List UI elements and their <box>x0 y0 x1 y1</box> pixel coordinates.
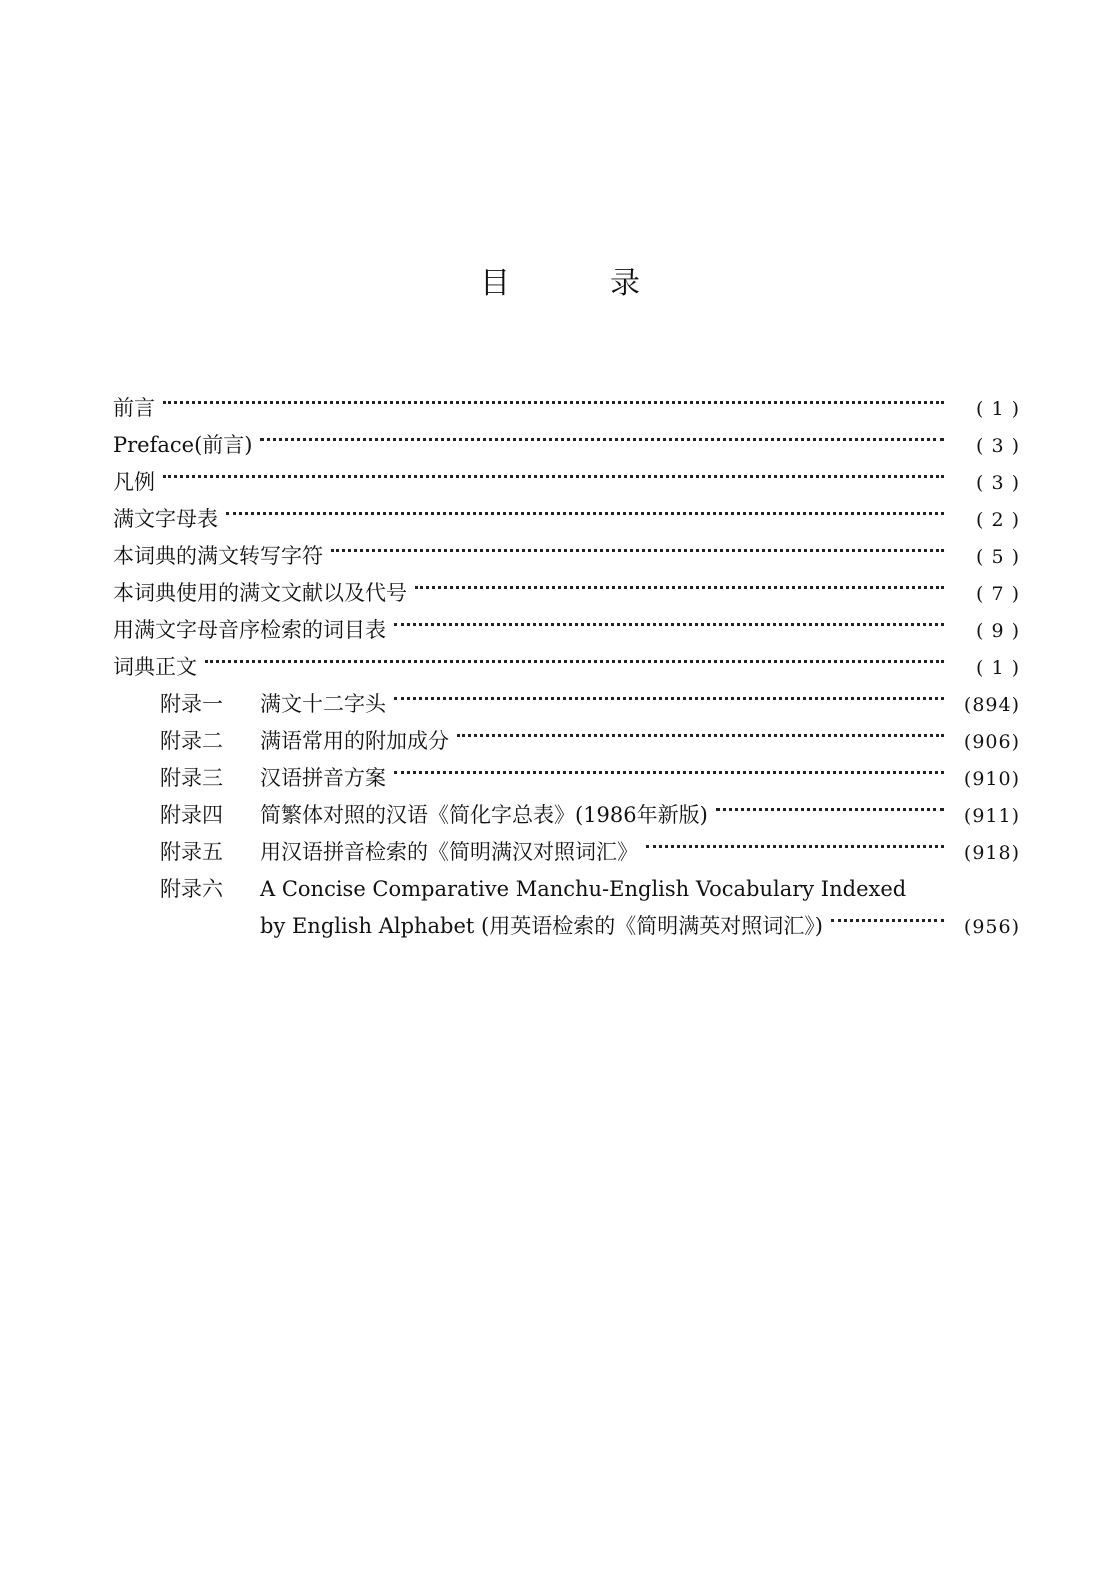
toc-entry-label: 本词典使用的满文文献以及代号 <box>113 581 407 605</box>
appendix-prefix: 附录四 <box>160 803 223 827</box>
toc-entry-preface[interactable] <box>113 430 1020 460</box>
appendix-page: (911) <box>963 805 1020 827</box>
toc-entry-label: 词典正文 <box>113 655 197 679</box>
leader-dots <box>163 475 944 478</box>
appendix-prefix: 附录六 <box>160 877 223 901</box>
toc-entry-guide[interactable] <box>113 467 1020 497</box>
leader-dots <box>331 549 944 552</box>
appendix-label: 汉语拼音方案 <box>260 766 386 790</box>
leader-dots <box>646 845 944 848</box>
toc-entry-page: ( 1 ) <box>976 657 1020 679</box>
toc-entry-label: 满文字母表 <box>113 507 218 531</box>
toc-appendix-2[interactable] <box>160 726 1020 756</box>
leader-dots <box>394 623 944 626</box>
toc-entry-label: 用满文字母音序检索的词目表 <box>113 618 386 642</box>
title-char-right: 录 <box>610 266 640 301</box>
toc-entry-sources[interactable] <box>113 578 1020 608</box>
leader-dots <box>394 771 944 774</box>
toc-entry-label: 前言 <box>113 396 155 420</box>
appendix-prefix: 附录三 <box>160 766 223 790</box>
title-char-left: 目 <box>480 266 510 301</box>
appendix-page: (956) <box>963 916 1020 938</box>
toc-appendix-3[interactable] <box>160 763 1020 793</box>
toc-entry-alphabet[interactable] <box>113 504 1020 534</box>
leader-dots <box>415 586 944 589</box>
appendix-page: (906) <box>963 731 1020 753</box>
toc-entry-foreword[interactable] <box>113 393 1020 423</box>
appendix-prefix: 附录一 <box>160 692 223 716</box>
toc-entry-page: ( 3 ) <box>976 472 1020 494</box>
toc-appendix-5[interactable] <box>160 837 1020 867</box>
appendix-label-line1: A Concise Comparative Manchu-English Vocabulary Indexed <box>260 877 907 901</box>
leader-dots <box>163 401 944 404</box>
leader-dots <box>394 697 944 700</box>
appendix-page: (894) <box>963 694 1020 716</box>
appendix-label: 满语常用的附加成分 <box>260 729 449 753</box>
toc-entry-page: ( 3 ) <box>976 435 1020 457</box>
toc-entry-page: ( 2 ) <box>976 509 1020 531</box>
leader-dots <box>226 512 944 515</box>
toc-appendix-1[interactable] <box>160 689 1020 719</box>
toc-entry-page: ( 9 ) <box>976 620 1020 642</box>
appendix-prefix: 附录二 <box>160 729 223 753</box>
toc-appendix-4[interactable] <box>160 800 1020 830</box>
toc-entry-main-text[interactable] <box>113 652 1020 682</box>
leader-dots <box>205 660 944 663</box>
appendix-label: 满文十二字头 <box>260 692 386 716</box>
toc-entry-label: 凡例 <box>113 470 155 494</box>
toc-entry-page: ( 1 ) <box>976 398 1020 420</box>
appendix-prefix: 附录五 <box>160 840 223 864</box>
leader-dots <box>260 438 944 441</box>
appendix-page: (918) <box>963 842 1020 864</box>
appendix-label: 简繁体对照的汉语《简化字总表》(1986年新版) <box>260 803 708 827</box>
toc-entry-label: 本词典的满文转写字符 <box>113 544 323 568</box>
appendix-page: (910) <box>963 768 1020 790</box>
toc-entry-transliteration[interactable] <box>113 541 1020 571</box>
toc-entry-label: Preface(前言) <box>113 433 253 457</box>
appendix-label-line2: by English Alphabet (用英语检索的《简明满英对照词汇》) <box>260 914 823 938</box>
appendix-label: 用汉语拼音检索的《简明满汉对照词汇》 <box>260 840 638 864</box>
toc-entry-page: ( 7 ) <box>976 583 1020 605</box>
toc-appendix-6-line2[interactable] <box>260 911 1020 941</box>
toc-entry-index[interactable] <box>113 615 1020 645</box>
toc-entry-page: ( 5 ) <box>976 546 1020 568</box>
leader-dots <box>831 919 944 922</box>
leader-dots <box>457 734 944 737</box>
toc-appendix-6-line1[interactable] <box>160 874 906 904</box>
page-title <box>0 258 1120 302</box>
leader-dots <box>716 808 944 811</box>
